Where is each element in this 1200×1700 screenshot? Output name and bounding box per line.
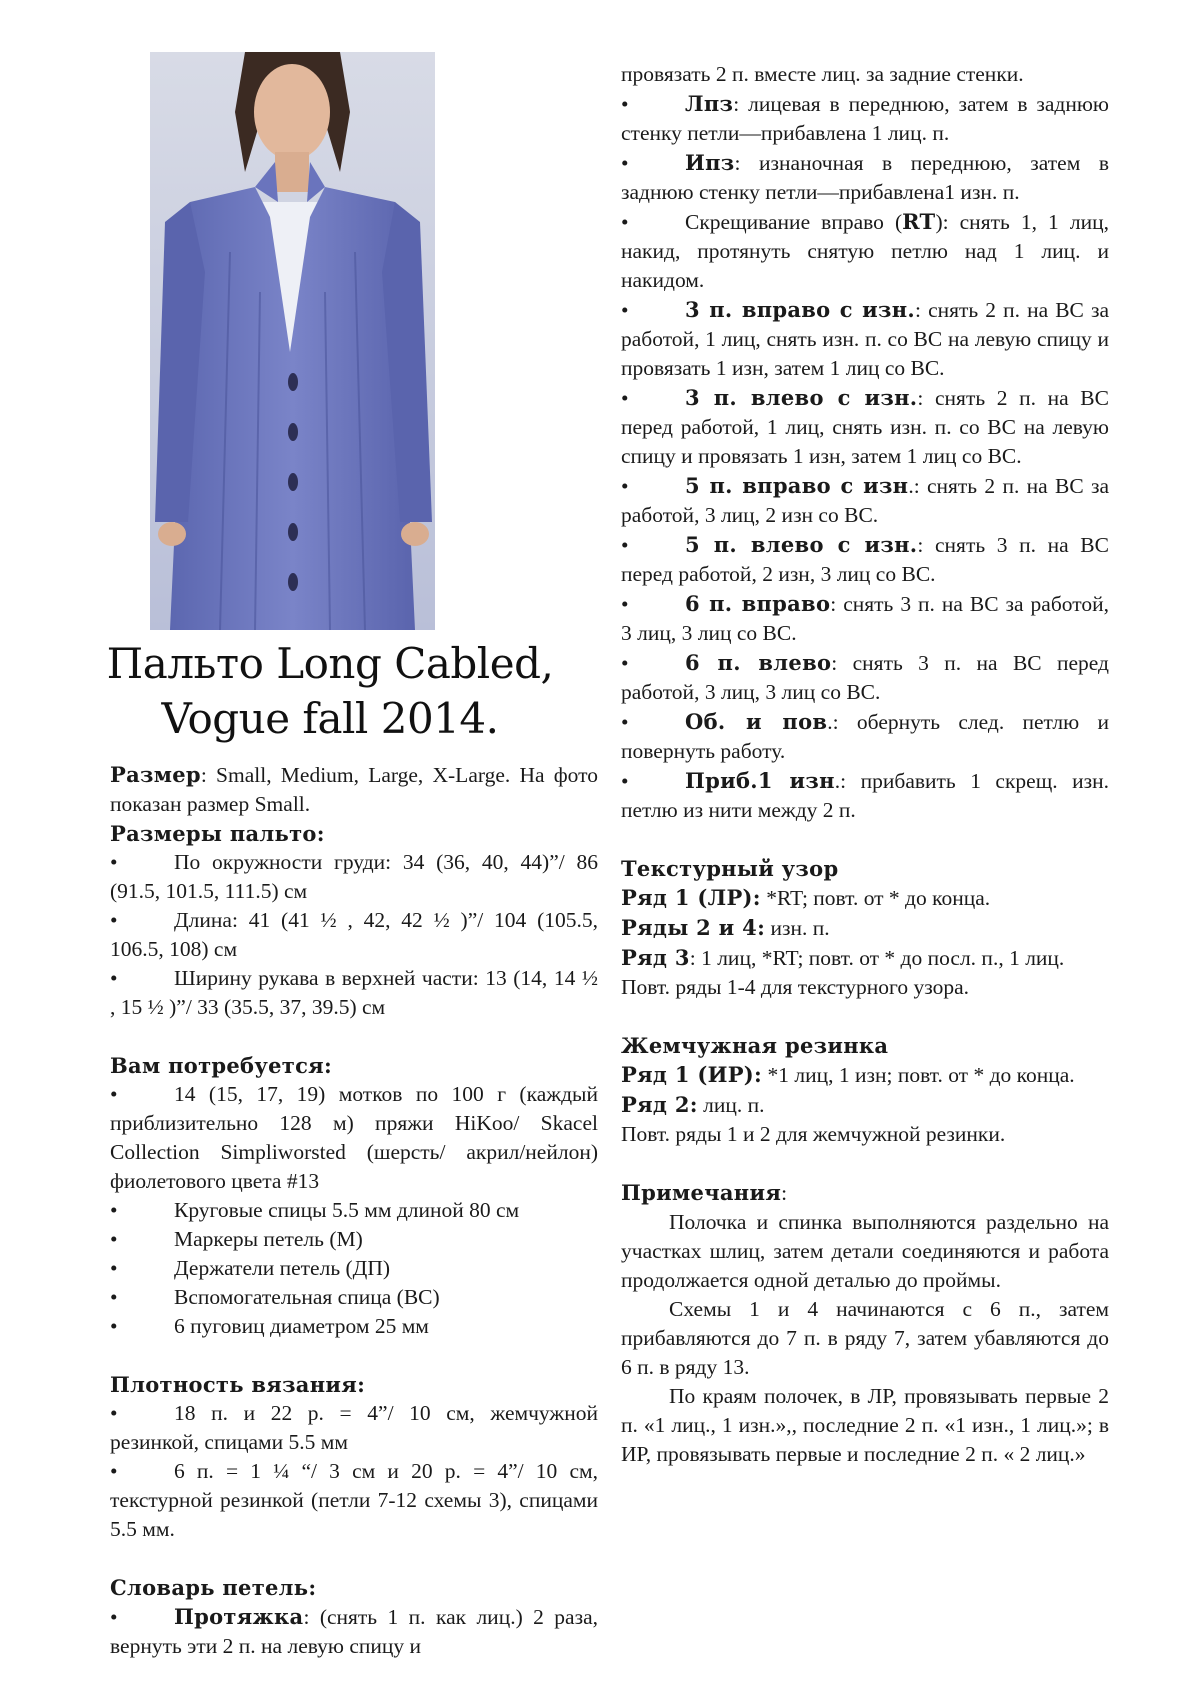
pattern-row: Ряд 2: лиц. п.: [621, 1092, 765, 1117]
bullet-icon: •: [621, 386, 629, 410]
definition-item: • Лпз: лицевая в переднюю, затем в заднюю стенку петли—прибавлена 1 лиц. п.: [621, 91, 1109, 145]
pearl-rib-heading: Жемчужная резинка: [621, 1033, 889, 1058]
term: 5 п. влево с изн.: [685, 532, 918, 557]
texture-pattern-heading: Текстурный узор: [621, 856, 839, 881]
pattern-row: Ряд 1 (ЛР): *RT; повт. от * до конца.: [621, 885, 991, 910]
term: 6 п. влево: [685, 650, 832, 675]
term: Об. и пов: [685, 709, 828, 734]
title-line-1: Пальто Long Cabled,: [106, 639, 554, 688]
bullet-icon: •: [110, 1082, 118, 1106]
materials-heading: Вам потребуется:: [110, 1053, 333, 1078]
bullet-icon: •: [110, 966, 118, 990]
bullet-icon: •: [110, 850, 118, 874]
list-item: • 18 п. и 22 р. = 4”/ 10 см, жемчужной резинкой, спицами 5.5 мм: [110, 1401, 598, 1454]
list-item: • Вспомогательная спица (ВС): [110, 1283, 598, 1312]
notes-heading: Примечания: [621, 1180, 782, 1205]
bullet-icon: •: [621, 92, 629, 116]
list-item: • Круговые спицы 5.5 мм длиной 80 см: [110, 1196, 598, 1225]
pattern-row: Ряд 3: 1 лиц, *RT; повт. от * до посл. п., 1 лиц.: [621, 945, 1065, 970]
notes-heading-line: Примечания:: [621, 1180, 788, 1205]
list-item: • По окружности груди: 34 (36, 40, 44)”/ 86 (91.5, 101.5, 111.5) см: [110, 850, 598, 903]
list-item: • 14 (15, 17, 19) мотков по 100 г (каждый приблизительно 128 м) пряжи HiKoo/ Skacel Collection Simpliworsted (шерсть/ акрил/нейлон) фиолетового цвета #13: [110, 1082, 598, 1193]
note-paragraph: По краям полочек, в ЛР, провязывать первые 2 п. «1 лиц., 1 изн.»,, последние 2 п. «1 изн., 1 лиц.»; в ИР, провязывать первые и последние 2 п. « 2 лиц.»: [621, 1384, 1109, 1466]
bullet-icon: •: [621, 474, 629, 498]
coat-sizes-heading: Размеры пальто:: [110, 821, 325, 846]
list-item: • Ширину рукава в верхней части: 13 (14, 14 ½ , 15 ½ )”/ 33 (35.5, 37, 39.5) см: [110, 966, 598, 1019]
coat-photo: [150, 52, 435, 630]
definition-item: • 5 п. вправо с изн.: снять 2 п. на ВС за работой, 3 лиц, 2 изн со ВС.: [621, 473, 1110, 527]
pattern-repeat: Повт. ряды 1-4 для текстурного узора.: [621, 975, 969, 999]
definition-item: • 6 п. влево: снять 3 п. на ВС перед работой, 3 лиц, 3 лиц со ВС.: [621, 650, 1109, 704]
list-item: • Маркеры петель (М): [110, 1225, 598, 1254]
bullet-icon: •: [621, 298, 629, 322]
pattern-row: Ряды 2 и 4: изн. п.: [621, 915, 830, 940]
row-label: Ряд 3: [621, 945, 690, 970]
bullet-icon: •: [110, 1605, 118, 1629]
row-label: Ряды 2 и 4:: [621, 915, 766, 940]
bullet-icon: •: [110, 1314, 118, 1338]
bullet-icon: •: [110, 1285, 118, 1309]
pattern-row: Ряд 1 (ИР): *1 лиц, 1 изн; повт. от * до конца.: [621, 1062, 1075, 1087]
bullet-icon: •: [621, 769, 629, 793]
term: RT: [902, 209, 936, 234]
bullet-icon: •: [621, 710, 629, 734]
definition-item: • Ипз: изнаночная в переднюю, затем в заднюю стенку петли—прибавлена1 изн. п.: [621, 150, 1109, 204]
list-item: • Протяжка: (снять 1 п. как лиц.) 2 раза, вернуть эти 2 п. на левую спицу и: [110, 1604, 598, 1658]
definition-item: • Приб.1 изн.: прибавить 1 скрещ. изн. петлю из нити между 2 п.: [621, 768, 1110, 822]
definition-item: • 3 п. вправо с изн.: снять 2 п. на ВС за работой, 1 лиц, снять изн. п. со ВС на левую спицу и провязать 1 изн, затем 1 лиц со ВС.: [621, 297, 1110, 380]
term: Приб.1 изн: [685, 768, 835, 793]
gauge-heading: Плотность вязания:: [110, 1372, 366, 1397]
note-paragraph: Полочка и спинка выполняются раздельно на участках шлиц, затем детали соединяются и работа продолжается одной деталью до проймы.: [621, 1210, 1109, 1292]
term: 6 п. вправо: [685, 591, 831, 616]
definition-item: • 6 п. вправо: снять 3 п. на ВС за работой, 3 лиц, 3 лиц со ВС.: [621, 591, 1109, 645]
row-label: Ряд 1 (ЛР):: [621, 885, 761, 910]
definition-item: • Скрещивание вправо (RT): снять 1, 1 лиц, накид, протянуть снятую петлю над 1 лиц. и накидом.: [621, 209, 1109, 292]
right-column: [621, 60, 1109, 1469]
definition-item: • 3 п. влево с изн.: снять 2 п. на ВС перед работой, 1 лиц, снять изн. п. со ВС на левую спицу и провязать 1 изн, затем 1 лиц со ВС.: [621, 385, 1109, 468]
list-item: • 6 пуговиц диаметром 25 мм: [110, 1312, 598, 1341]
left-column: [110, 760, 598, 1661]
bullet-icon: •: [110, 1459, 118, 1483]
list-item: • Длина: 41 (41 ½ , 42, 42 ½ )”/ 104 (105.5, 106.5, 108) см: [110, 908, 598, 961]
title-line-2: Vogue fall 2014.: [161, 694, 499, 743]
note-paragraph: Схемы 1 и 4 начинаются с 6 п., затем прибавляются до 7 п. в ряду 7, затем убавляются до 6 п. в ряду 13.: [621, 1297, 1109, 1379]
page-title: [95, 636, 565, 746]
list-item: • Держатели петель (ДП): [110, 1254, 598, 1283]
bullet-icon: •: [621, 592, 629, 616]
row-label: Ряд 2:: [621, 1092, 698, 1117]
size-text: : Small, Medium, Large, X-Large. На фото показан размер Small.: [110, 763, 598, 816]
coat-photo-illustration: [150, 52, 435, 630]
size-label: Размер: [110, 762, 201, 787]
bullet-icon: •: [621, 533, 629, 557]
definition-item: • Об. и пов.: обернуть след. петлю и повернуть работу.: [621, 709, 1109, 763]
stitch-dictionary-heading: Словарь петель:: [110, 1575, 317, 1600]
term: 3 п. вправо с изн.: [685, 297, 916, 322]
bullet-icon: •: [621, 651, 629, 675]
size-paragraph: [110, 760, 598, 819]
pattern-repeat: Повт. ряды 1 и 2 для жемчужной резинки.: [621, 1122, 1006, 1146]
continued-line: провязать 2 п. вместе лиц. за задние стенки.: [621, 62, 1024, 86]
list-item: • 6 п. = 1 ¼ “/ 3 см и 20 р. = 4”/ 10 см, текстурной резинкой (петли 7-12 схемы 3), спицами 5.5 мм.: [110, 1459, 598, 1541]
bullet-icon: •: [110, 1401, 118, 1425]
term: 3 п. влево с изн.: [685, 385, 918, 410]
row-label: Ряд 1 (ИР):: [621, 1062, 763, 1087]
term: Лпз: [685, 91, 734, 116]
term: 5 п. вправо с изн: [685, 473, 909, 498]
term: Протяжка: [174, 1604, 304, 1629]
definition-item: • 5 п. влево с изн.: снять 3 п. на ВС перед работой, 2 изн, 3 лиц со ВС.: [621, 532, 1109, 586]
bullet-icon: •: [621, 151, 629, 175]
bullet-icon: •: [110, 1227, 118, 1251]
bullet-icon: •: [110, 1256, 118, 1280]
bullet-icon: •: [110, 908, 118, 932]
term: Ипз: [685, 150, 735, 175]
bullet-icon: •: [621, 210, 629, 234]
bullet-icon: •: [110, 1198, 118, 1222]
